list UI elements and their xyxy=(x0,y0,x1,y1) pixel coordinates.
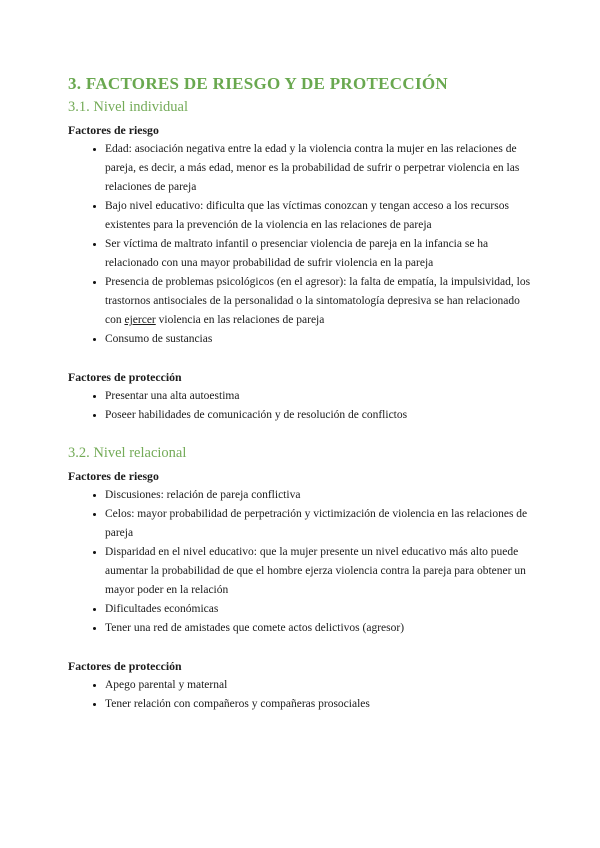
group-label-factores-riesgo-2: Factores de riesgo xyxy=(68,469,159,483)
list-item: • Dificultades económicas xyxy=(105,600,536,619)
bullet-list-proteccion-relacional xyxy=(68,676,536,714)
list-item xyxy=(105,273,536,330)
group-label-factores-proteccion-1: Factores de protección xyxy=(68,370,182,384)
bullet-list-riesgo-relacional xyxy=(68,486,536,638)
group-label-factores-riesgo-1: Factores de riesgo xyxy=(68,123,159,137)
section-heading-nivel-relacional: 3.2. Nivel relacional xyxy=(68,445,187,461)
list-item: • Disparidad en el nivel educativo: que la mujer presente un nivel educativo más alto puede aumentar la probabilidad de que el hombre ejerza violencia contra la pareja para obtener un mayor poder en la relación xyxy=(105,543,536,600)
list-item: • Edad: asociación negativa entre la edad y la violencia contra la mujer en las relaciones de pareja, es decir, a más edad, menor es la probabilidad de sufrir o perpetrar violencia en las relaciones de pareja xyxy=(105,140,536,197)
group-label-factores-proteccion-2: Factores de protección xyxy=(68,659,182,673)
list-item: • Apego parental y maternal xyxy=(105,676,536,695)
list-item: • Tener una red de amistades que comete actos delictivos (agresor) xyxy=(105,619,536,638)
underlined-word: ejercer xyxy=(124,314,156,326)
list-item: • Celos: mayor probabilidad de perpetración y victimización de violencia en las relaciones de pareja xyxy=(105,505,536,543)
list-item: • Consumo de sustancias xyxy=(105,330,536,349)
list-item: • Bajo nivel educativo: dificulta que las víctimas conozcan y tengan acceso a los recursos existentes para la prevención de la violencia en las relaciones de pareja xyxy=(105,197,536,235)
section-heading-nivel-individual: 3.1. Nivel individual xyxy=(68,99,189,115)
bullet-list-riesgo-individual xyxy=(68,140,536,349)
list-item: • Discusiones: relación de pareja conflictiva xyxy=(105,486,536,505)
list-item: • Poseer habilidades de comunicación y de resolución de conflictos xyxy=(105,406,536,425)
list-item: • Ser víctima de maltrato infantil o presenciar violencia de pareja en la infancia se ha relacionado con una mayor probabilidad de sufrir violencia en la pareja xyxy=(105,235,536,273)
bullet-list-proteccion-individual xyxy=(68,387,536,425)
page-title: 3. FACTORES DE RIESGO Y DE PROTECCIÓN xyxy=(68,74,448,93)
list-item-text-post: violencia en las relaciones de pareja xyxy=(155,314,325,326)
list-item-text-pre: Presencia de problemas psicológicos (en el agresor): la falta de empatía, la impulsividad, los trastornos antisociales de la personalidad o la sintomatología depresiva se han relacionado con xyxy=(105,276,531,326)
list-item: • Tener relación con compañeros y compañeras prosociales xyxy=(105,695,536,714)
list-item: • Presentar una alta autoestima xyxy=(105,387,536,406)
